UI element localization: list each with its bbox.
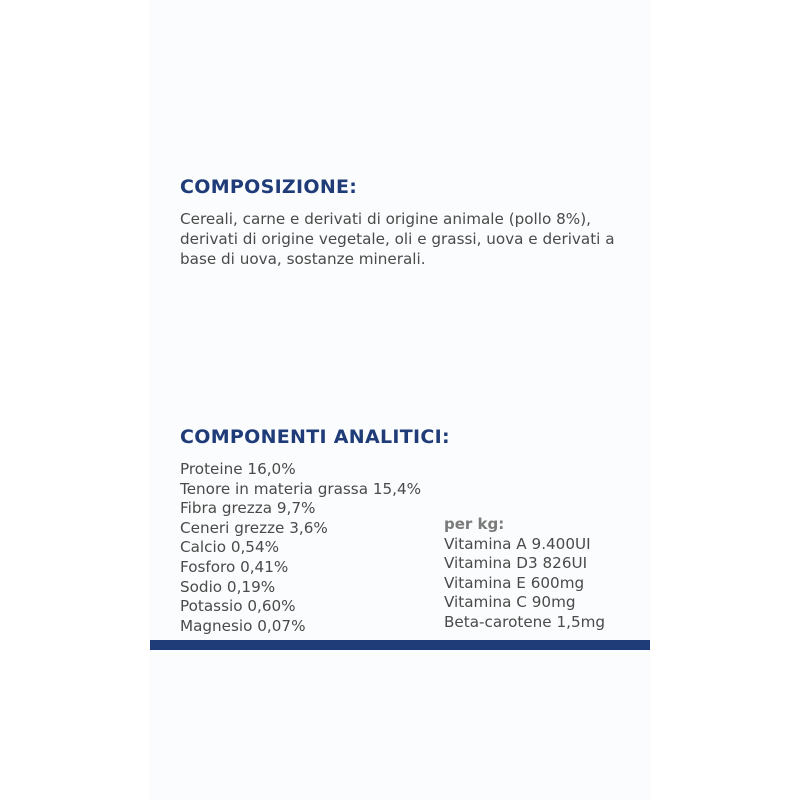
vitamin-item: Vitamina E 600mg — [444, 573, 585, 592]
analytical-item: Sodio 0,19% — [180, 577, 276, 596]
analytical-heading: COMPONENTI ANALITICI: — [180, 426, 450, 448]
analytical-list — [180, 460, 421, 636]
vitamin-item: Beta-carotene 1,5mg — [444, 612, 606, 631]
bottom-divider-bar — [150, 640, 650, 650]
analytical-item: Calcio 0,54% — [180, 538, 280, 557]
vitamin-item: Vitamina C 90mg — [444, 593, 576, 612]
analytical-item: Proteine 16,0% — [180, 460, 296, 478]
vitamin-list — [444, 535, 605, 633]
label-panel — [150, 0, 650, 800]
composition-heading: COMPOSIZIONE: — [180, 176, 358, 198]
analytical-item: Fosforo 0,41% — [180, 557, 289, 576]
vitamin-item: Vitamina A 9.400UI — [444, 534, 591, 553]
analytical-item: Fibra grezza 9,7% — [180, 499, 316, 518]
vitamin-block — [444, 515, 605, 633]
vitamin-item: Vitamina D3 826UI — [444, 554, 588, 573]
analytical-item: Potassio 0,60% — [180, 597, 296, 616]
analytical-item: Tenore in materia grassa 15,4% — [180, 479, 422, 498]
analytical-item: Ceneri grezze 3,6% — [180, 518, 328, 537]
analytical-item: Magnesio 0,07% — [180, 616, 306, 635]
composition-text: Cereali, carne e derivati di origine animale (pollo 8%), derivati di origine vegetale, oli e grassi, uova e derivati a base di uova, sostanze minerali. — [180, 210, 615, 268]
per-kg-label: per kg: — [444, 515, 505, 533]
